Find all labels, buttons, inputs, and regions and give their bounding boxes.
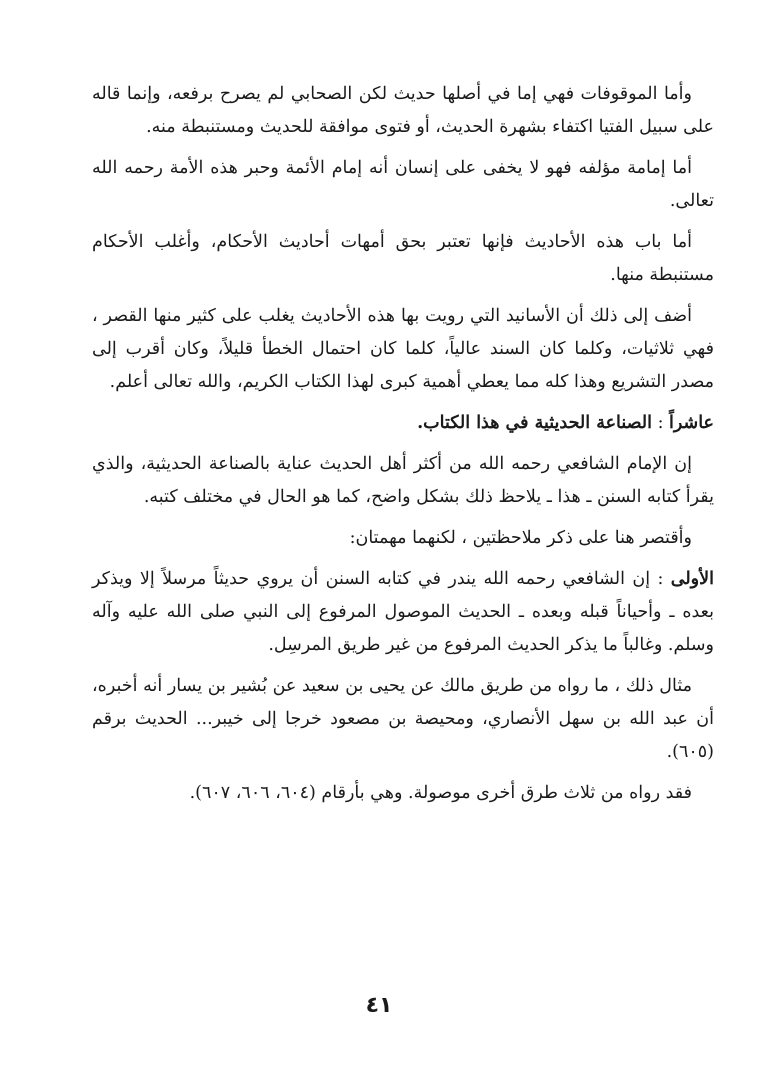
paragraph-author-imamate: أما إمامة مؤلفه فهو لا يخفى على إنسان أنه إمام الأئمة وحبر هذه الأمة رحمه الله تعالى. [92,158,714,211]
first-note-separator: : [650,569,671,589]
paragraph-other-chains: فقد رواه من ثلاث طرق أخرى موصولة. وهي بأرقام (٦٠٤، ٦٠٦، ٦٠٧). [189,783,692,803]
section-heading-separator: : [652,413,670,433]
paragraph-shafii-craft: إن الإمام الشافعي رحمه الله من أكثر أهل الحديث عناية بالصناعة الحديثية، والذي يقرأ كتابه السنن ـ هذا ـ يلاحظ ذلك بشكل واضح، كما هو الحال في مختلف كتبه. [92,454,714,507]
page-number: ٤١ [365,993,393,1018]
paragraph-two-notes-intro: وأقتصر هنا على ذكر ملاحظتين ، لكنهما مهمتان: [349,528,692,548]
paragraph-mawqufat: وأما الموقوفات فهي إما في أصلها حديث لكن الصحابي لم يصرح برفعه، وإنما قاله على سبيل الفتيا اكتفاء بشهرة الحديث، أو فتوى موافقة للحديث ومستنبطة منه. [92,84,714,137]
first-note-label: الأولى [670,569,714,589]
page-body [92,78,714,816]
section-heading [92,407,714,440]
section-heading-title: الصناعة الحديثية في هذا الكتاب. [417,413,652,433]
paragraph-hadith-chapter: أما باب هذه الأحاديث فإنها تعتبر بحق أمهات أحاديث الأحكام، وأغلب الأحكام مستنبطة منها. [92,232,714,285]
first-note-text: إن الشافعي رحمه الله يندر في كتابه السنن أن يروي حديثاً مرسلاً إلا ويذكر بعده ـ وأحياناً قبله وبعده ـ الحديث الموصول المرفوع إلى النبي صلى الله عليه وآله وسلم. وغالباً ما يذكر الحديث المرفوع من غير طريق المرسِل. [92,569,714,655]
section-heading-label: عاشراً [669,413,714,433]
paragraph-short-chains: أضف إلى ذلك أن الأسانيد التي رويت بها هذه الأحاديث يغلب على كثير منها القصر ، فهي ثلاثيات، وكلما كان السند عالياً، كلما كان احتمال الخطأ قليلاً، وكان أقرب إلى مصدر التشريع وهذا كله مما يعطي أهمية كبرى لهذا الكتاب الكريم، والله تعالى أعلم. [92,306,714,392]
paragraph-example: مثال ذلك ، ما رواه من طريق مالك عن يحيى بن سعيد عن بُشير بن يسار أنه أخبره، أن عبد الله بن سهل الأنصاري، ومحيصة بن مصعود خرجا إلى خيبر... الحديث برقم (٦٠٥). [92,676,714,762]
paragraph-first-note [92,563,714,662]
